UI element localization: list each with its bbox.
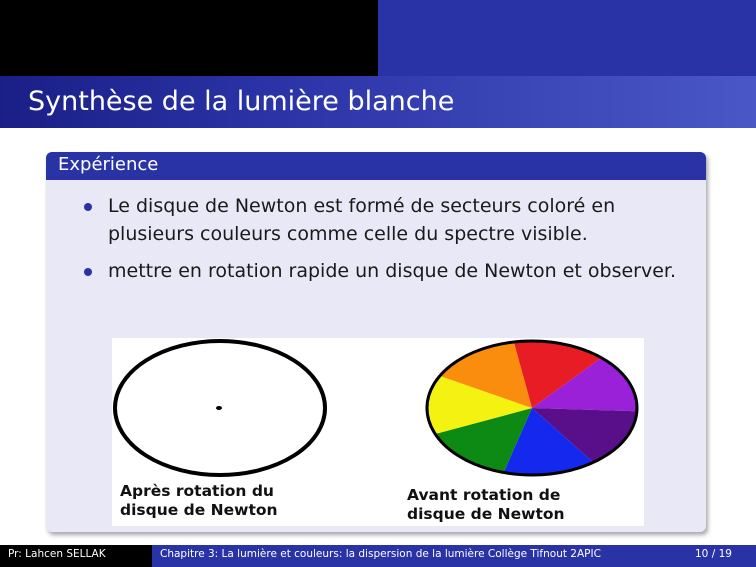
list-item-text: mettre en rotation rapide un disque de Newton et observer. [108,260,677,282]
bullet-icon [84,268,92,276]
caption-after-rotation [120,482,278,520]
list-item [84,257,684,285]
footer-author: Pr: Lahcen SELLAK [8,548,106,560]
page-number: 10 / 19 [695,548,732,560]
experience-block [46,152,706,532]
header-nav-left [0,0,378,76]
caption-after-line2: disque de Newton [120,501,278,519]
frame-title: Synthèse de la lumière blanche [28,86,455,117]
header-nav-right [378,0,756,76]
footer-page-bar [687,545,756,567]
frame-title-bar [0,76,756,128]
newton-disc-figure [112,338,644,526]
caption-after-line1: Après rotation du [120,482,274,500]
footer-author-bar [0,545,152,567]
footer-chapter: Chapitre 3: La lumière et couleurs: la dispersion de la lumière Collège Tifnout 2APIC [160,548,601,560]
block-title: Expérience [58,154,159,175]
list-item [84,192,684,248]
caption-before-line2: disque de Newton [407,505,565,523]
experience-list [84,192,684,294]
footer-chapter-bar [152,545,687,567]
list-item-text: Le disque de Newton est formé de secteurs coloré en plusieurs couleurs comme celle du spectre visible. [108,195,616,245]
caption-before-line1: Avant rotation de [407,486,561,504]
block-title-bar [46,152,706,180]
caption-before-rotation [407,486,565,524]
disc-center-dot [216,406,222,410]
bullet-icon [84,203,92,211]
